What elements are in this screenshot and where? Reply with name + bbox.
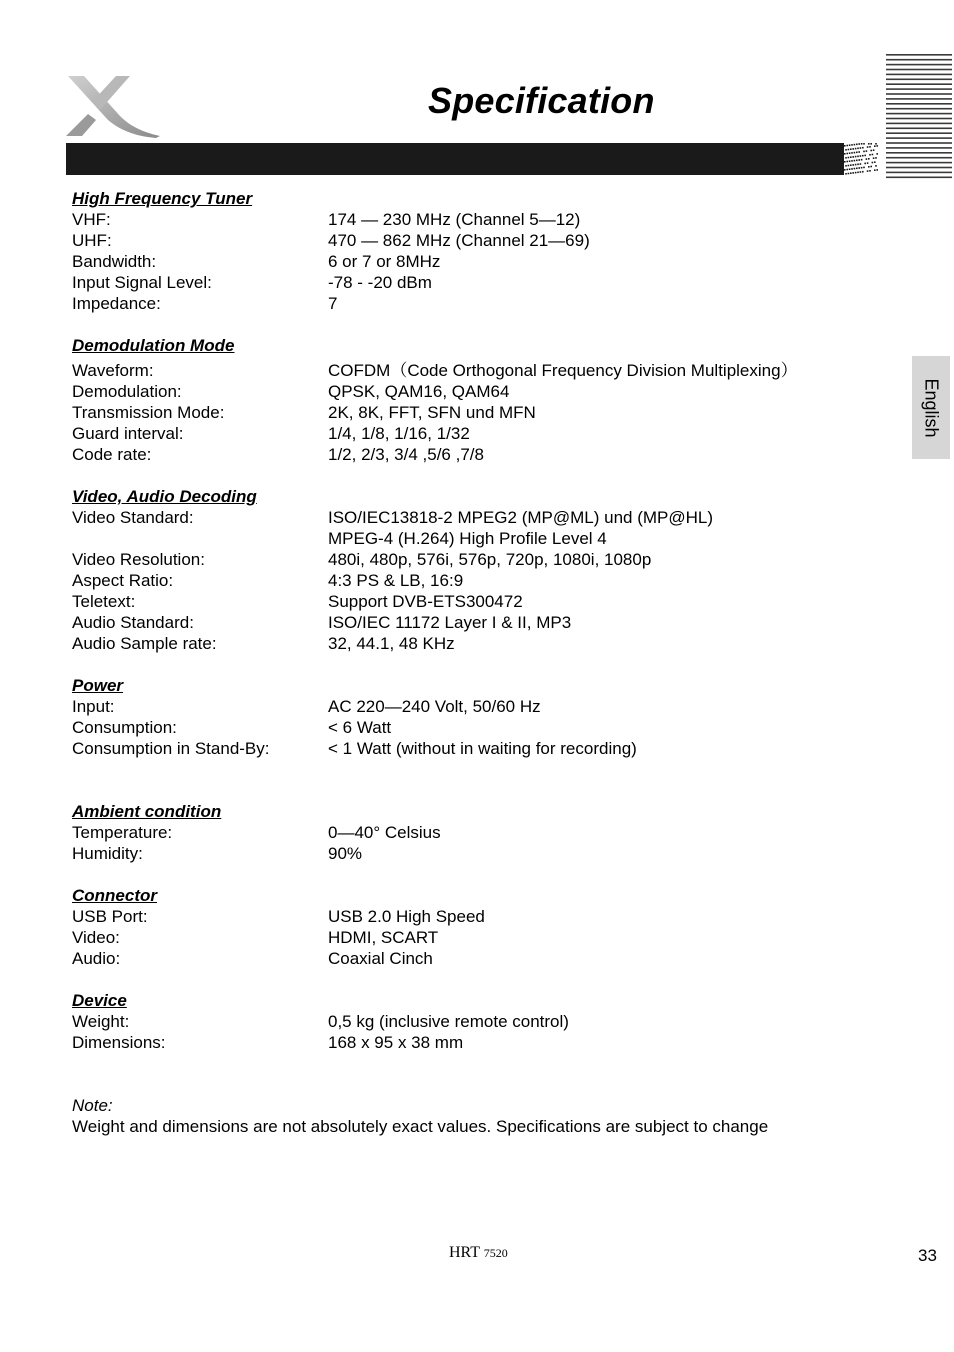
spec-value: 2K, 8K, FFT, SFN und MFN xyxy=(328,403,536,422)
spec-row xyxy=(72,549,872,570)
section-heading: Demodulation Mode xyxy=(72,336,235,355)
model-name xyxy=(449,1244,508,1262)
spec-row xyxy=(72,822,872,843)
spec-value: COFDM（Code Orthogonal Frequency Division Multiplexing） xyxy=(328,361,798,380)
spec-row xyxy=(72,251,872,272)
spec-value: < 6 Watt xyxy=(328,718,392,737)
spec-value: ISO/IEC 11172 Layer I & II, MP3 xyxy=(328,613,572,632)
spec-value: < 1 Watt (without in waiting for recording) xyxy=(328,739,637,758)
spec-value: 1/2, 2/3, 3/4 ,5/6 ,7/8 xyxy=(328,445,484,464)
spec-label: Code rate: xyxy=(72,445,152,464)
spec-label: Waveform: xyxy=(72,361,154,380)
spec-row xyxy=(72,738,872,759)
spec-row xyxy=(72,381,872,402)
spec-row xyxy=(72,1011,872,1032)
section-device xyxy=(72,990,872,1053)
page-title: Specification xyxy=(428,80,655,121)
spec-value: 6 or 7 or 8MHz xyxy=(328,252,441,271)
section-heading: Ambient condition xyxy=(72,802,222,821)
header-bar xyxy=(66,143,878,175)
spec-value: 480i, 480p, 576i, 576p, 720p, 1080i, 1080p xyxy=(328,550,652,569)
spec-label: Teletext: xyxy=(72,592,136,611)
spec-label: Consumption: xyxy=(72,718,177,737)
section-heading: Video, Audio Decoding xyxy=(72,487,257,506)
spec-label: Guard interval: xyxy=(72,424,184,443)
spec-label: Video Resolution: xyxy=(72,550,205,569)
spec-label: Audio Standard: xyxy=(72,613,194,632)
spec-label: Bandwidth: xyxy=(72,252,157,271)
spec-value: MPEG-4 (H.264) High Profile Level 4 xyxy=(328,529,607,548)
spec-value: AC 220—240 Volt, 50/60 Hz xyxy=(328,697,541,716)
spec-label: Audio: xyxy=(72,949,121,968)
spec-label: Demodulation: xyxy=(72,382,182,401)
spec-label: Transmission Mode: xyxy=(72,403,225,422)
spec-value: QPSK, QAM16, QAM64 xyxy=(328,382,510,401)
section-heading: Connector xyxy=(72,886,157,905)
spec-value: 168 x 95 x 38 mm xyxy=(328,1033,464,1052)
spec-value: 174 — 230 MHz (Channel 5—12) xyxy=(328,210,581,229)
note xyxy=(72,1095,872,1137)
spec-value: 32, 44.1, 48 KHz xyxy=(328,634,455,653)
page-number: 33 xyxy=(918,1246,937,1265)
spec-row xyxy=(72,717,872,738)
model-number: 7520 xyxy=(483,1246,508,1260)
spec-row xyxy=(72,843,872,864)
spec-value: Support DVB-ETS300472 xyxy=(328,592,523,611)
spec-row xyxy=(72,444,872,465)
spec-label: Video: xyxy=(72,928,120,947)
spec-value: -78 - -20 dBm xyxy=(328,273,432,292)
spec-value: 470 — 862 MHz (Channel 21—69) xyxy=(328,231,590,250)
language-tab-label: English xyxy=(921,377,942,438)
language-tab[interactable] xyxy=(912,356,950,459)
spec-value: 1/4, 1/8, 1/16, 1/32 xyxy=(328,424,470,443)
spec-value: 0—40° Celsius xyxy=(328,823,441,842)
spec-label: Aspect Ratio: xyxy=(72,571,174,590)
spec-content xyxy=(72,188,872,1137)
spec-row xyxy=(72,570,872,591)
spec-label: UHF: xyxy=(72,231,112,250)
spec-label: Weight: xyxy=(72,1012,130,1031)
spec-row xyxy=(72,209,872,230)
model-main: HRT xyxy=(449,1244,480,1261)
spec-value: 0,5 kg (inclusive remote control) xyxy=(328,1012,569,1031)
spec-row xyxy=(72,591,872,612)
spec-label: Consumption in Stand-By: xyxy=(72,739,270,758)
spec-row xyxy=(72,360,872,381)
spec-label: Dimensions: xyxy=(72,1033,166,1052)
spec-value: Coaxial Cinch xyxy=(328,949,433,968)
section-ambient-condition xyxy=(72,801,872,864)
spec-row xyxy=(72,633,872,654)
brand-logo xyxy=(64,74,162,140)
spec-row xyxy=(72,402,872,423)
spec-row xyxy=(72,423,872,444)
spec-label: Input Signal Level: xyxy=(72,273,212,292)
spec-row xyxy=(72,906,872,927)
spec-label: Video Standard: xyxy=(72,508,194,527)
spec-row xyxy=(72,507,872,549)
spec-value: 7 xyxy=(328,294,338,313)
section-connector xyxy=(72,885,872,969)
spec-value: USB 2.0 High Speed xyxy=(328,907,485,926)
note-text: Weight and dimensions are not absolutely exact values. Specifications are subject to change xyxy=(72,1117,769,1136)
spec-label: VHF: xyxy=(72,210,111,229)
spec-row xyxy=(72,272,872,293)
spec-label: Audio Sample rate: xyxy=(72,634,217,653)
section-heading: Device xyxy=(72,991,127,1010)
spec-row xyxy=(72,696,872,717)
spec-label: Impedance: xyxy=(72,294,161,313)
spec-row xyxy=(72,927,872,948)
section-high-frequency-tuner xyxy=(72,188,872,314)
note-label: Note: xyxy=(72,1096,113,1115)
spec-value: 90% xyxy=(328,844,363,863)
spec-value: HDMI, SCART xyxy=(328,928,439,947)
spec-row xyxy=(72,230,872,251)
spec-row xyxy=(72,293,872,314)
spec-row xyxy=(72,612,872,633)
spec-label: Temperature: xyxy=(72,823,173,842)
section-heading: Power xyxy=(72,676,124,695)
section-demodulation-mode xyxy=(72,335,872,465)
spec-row xyxy=(72,1032,872,1053)
spec-label: USB Port: xyxy=(72,907,148,926)
spec-label: Humidity: xyxy=(72,844,143,863)
section-power xyxy=(72,675,872,759)
spec-label: Input: xyxy=(72,697,115,716)
spec-value: ISO/IEC13818-2 MPEG2 (MP@ML) und (MP@HL) xyxy=(328,508,714,527)
section-heading: High Frequency Tuner xyxy=(72,189,253,208)
spec-row xyxy=(72,948,872,969)
decorative-stripes xyxy=(886,54,952,180)
section-video-audio-decoding xyxy=(72,486,872,654)
spec-value: 4:3 PS & LB, 16:9 xyxy=(328,571,464,590)
